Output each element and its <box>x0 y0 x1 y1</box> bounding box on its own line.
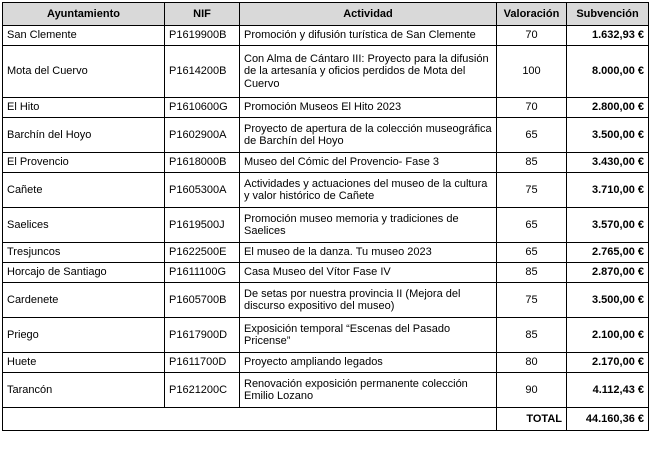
table-row <box>3 26 649 46</box>
cell-subvencion: 3.710,00 € <box>567 173 649 208</box>
table-row <box>3 373 649 408</box>
cell-valoracion: 65 <box>497 243 567 263</box>
cell-actividad: Renovación exposición permanente colección Emilio Lozano <box>240 373 497 408</box>
header-nif: NIF <box>165 3 240 26</box>
table-row <box>3 353 649 373</box>
cell-valoracion: 80 <box>497 353 567 373</box>
cell-subvencion: 2.765,00 € <box>567 243 649 263</box>
cell-subvencion: 4.112,43 € <box>567 373 649 408</box>
cell-nif: P1621200C <box>165 373 240 408</box>
table-row <box>3 153 649 173</box>
header-row <box>3 3 649 26</box>
cell-subvencion: 3.500,00 € <box>567 283 649 318</box>
cell-subvencion: 2.100,00 € <box>567 318 649 353</box>
cell-actividad: Proyecto ampliando legados <box>240 353 497 373</box>
cell-valoracion: 100 <box>497 46 567 98</box>
cell-actividad: Museo del Cómic del Provencio- Fase 3 <box>240 153 497 173</box>
header-actividad: Actividad <box>240 3 497 26</box>
table-row <box>3 173 649 208</box>
cell-subvencion: 3.570,00 € <box>567 208 649 243</box>
cell-nif: P1605700B <box>165 283 240 318</box>
cell-nif: P1614200B <box>165 46 240 98</box>
header-valoracion: Valoración <box>497 3 567 26</box>
cell-ayuntamiento: Tarancón <box>3 373 165 408</box>
table-row <box>3 98 649 118</box>
cell-nif: P1605300A <box>165 173 240 208</box>
cell-actividad: Actividades y actuaciones del museo de la cultura y valor histórico de Cañete <box>240 173 497 208</box>
cell-valoracion: 75 <box>497 283 567 318</box>
header-ayuntamiento: Ayuntamiento <box>3 3 165 26</box>
cell-ayuntamiento: Mota del Cuervo <box>3 46 165 98</box>
cell-ayuntamiento: El Provencio <box>3 153 165 173</box>
cell-nif: P1619900B <box>165 26 240 46</box>
cell-subvencion: 2.870,00 € <box>567 263 649 283</box>
cell-valoracion: 90 <box>497 373 567 408</box>
cell-actividad: Proyecto de apertura de la colección museográfica de Barchín del Hoyo <box>240 118 497 153</box>
cell-actividad: El museo de la danza. Tu museo 2023 <box>240 243 497 263</box>
cell-ayuntamiento: El Hito <box>3 98 165 118</box>
cell-valoracion: 85 <box>497 263 567 283</box>
cell-ayuntamiento: Priego <box>3 318 165 353</box>
table-row <box>3 243 649 263</box>
cell-subvencion: 3.500,00 € <box>567 118 649 153</box>
table-row <box>3 208 649 243</box>
total-value: 44.160,36 € <box>567 408 649 431</box>
total-row <box>3 408 649 431</box>
table-row <box>3 263 649 283</box>
table-row <box>3 118 649 153</box>
header-subvencion: Subvención <box>567 3 649 26</box>
cell-ayuntamiento: Barchín del Hoyo <box>3 118 165 153</box>
cell-nif: P1622500E <box>165 243 240 263</box>
table-row <box>3 283 649 318</box>
cell-valoracion: 70 <box>497 26 567 46</box>
cell-subvencion: 8.000,00 € <box>567 46 649 98</box>
cell-valoracion: 65 <box>497 208 567 243</box>
table-row <box>3 318 649 353</box>
cell-actividad: Promoción Museos El Hito 2023 <box>240 98 497 118</box>
cell-ayuntamiento: Cañete <box>3 173 165 208</box>
cell-nif: P1617900D <box>165 318 240 353</box>
cell-nif: P1602900A <box>165 118 240 153</box>
cell-subvencion: 3.430,00 € <box>567 153 649 173</box>
cell-actividad: De setas por nuestra provincia II (Mejora del discurso expositivo del museo) <box>240 283 497 318</box>
cell-actividad: Casa Museo del Vítor Fase IV <box>240 263 497 283</box>
table-row <box>3 46 649 98</box>
cell-valoracion: 85 <box>497 153 567 173</box>
cell-valoracion: 70 <box>497 98 567 118</box>
cell-subvencion: 2.800,00 € <box>567 98 649 118</box>
cell-nif: P1610600G <box>165 98 240 118</box>
total-spacer <box>3 408 497 431</box>
cell-nif: P1619500J <box>165 208 240 243</box>
cell-nif: P1618000B <box>165 153 240 173</box>
cell-ayuntamiento: Cardenete <box>3 283 165 318</box>
cell-actividad: Promoción museo memoria y tradiciones de Saelices <box>240 208 497 243</box>
cell-ayuntamiento: Tresjuncos <box>3 243 165 263</box>
cell-subvencion: 1.632,93 € <box>567 26 649 46</box>
cell-ayuntamiento: Horcajo de Santiago <box>3 263 165 283</box>
cell-valoracion: 85 <box>497 318 567 353</box>
cell-nif: P1611700D <box>165 353 240 373</box>
grants-table-container <box>2 2 649 431</box>
cell-ayuntamiento: San Clemente <box>3 26 165 46</box>
table-body <box>3 26 649 431</box>
cell-nif: P1611100G <box>165 263 240 283</box>
cell-subvencion: 2.170,00 € <box>567 353 649 373</box>
cell-actividad: Con Alma de Cántaro III: Proyecto para la difusión de la artesanía y oficios perdidos de Mota del Cuervo <box>240 46 497 98</box>
grants-table <box>2 2 649 431</box>
cell-ayuntamiento: Huete <box>3 353 165 373</box>
cell-actividad: Promoción y difusión turística de San Clemente <box>240 26 497 46</box>
cell-ayuntamiento: Saelices <box>3 208 165 243</box>
cell-valoracion: 65 <box>497 118 567 153</box>
cell-actividad: Exposición temporal “Escenas del Pasado Pricense” <box>240 318 497 353</box>
cell-valoracion: 75 <box>497 173 567 208</box>
total-label: TOTAL <box>497 408 567 431</box>
